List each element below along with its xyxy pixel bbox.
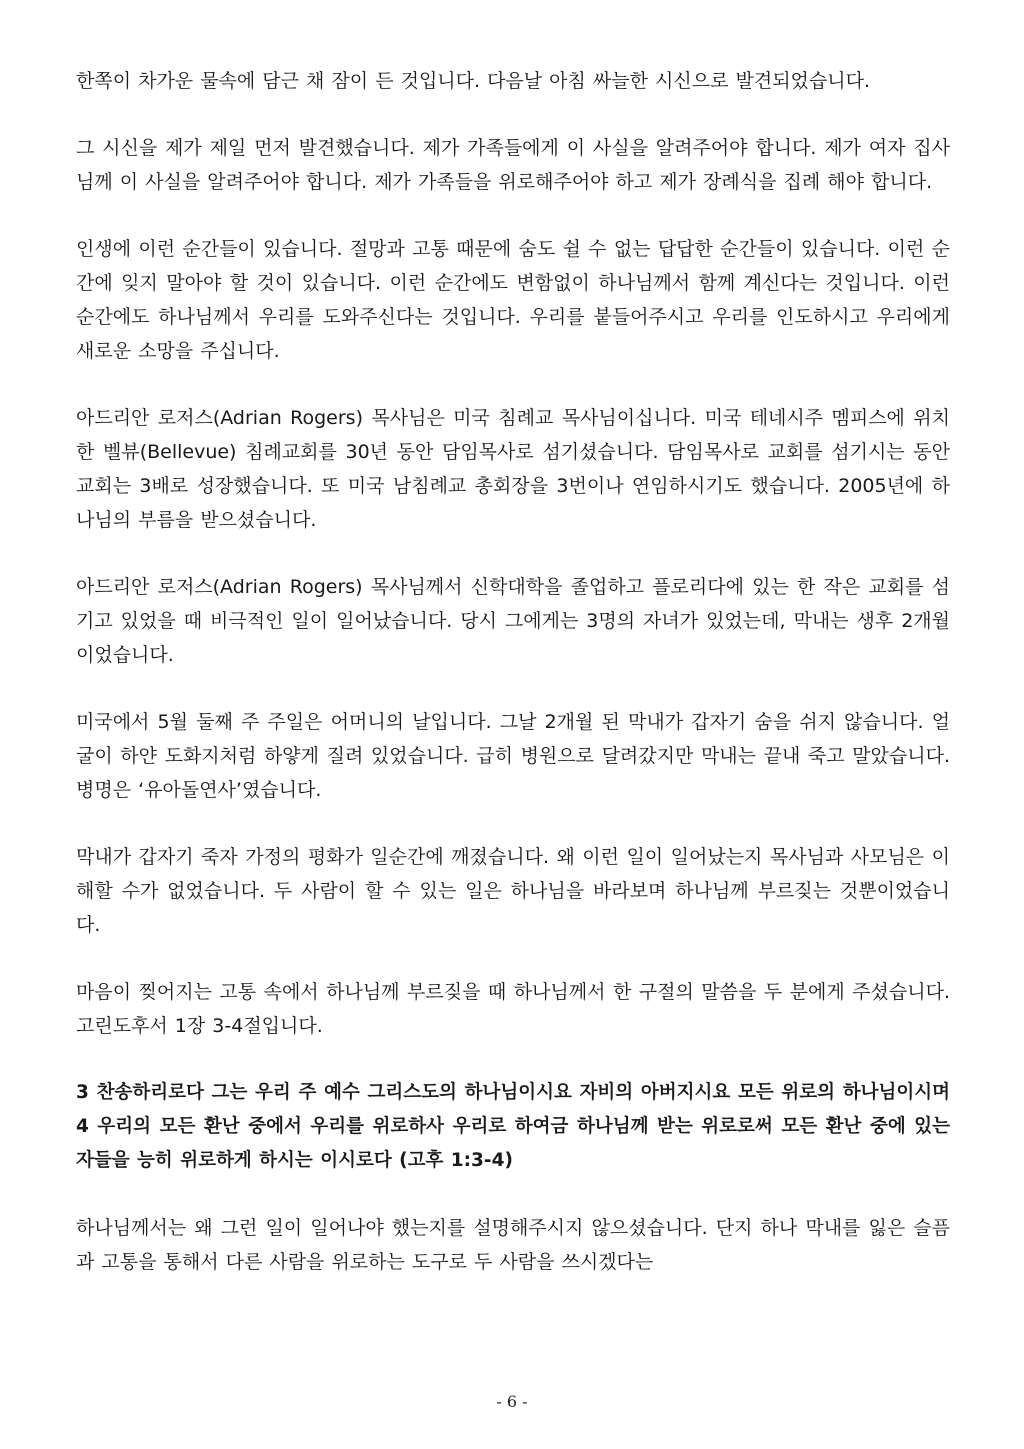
paragraph-10: 하나님께서는 왜 그런 일이 일어나야 했는지를 설명해주시지 않으셨습니다. 단지 하나 막내를 잃은 슬픔과 고통을 통해서 다른 사람을 위로하는 도구로 두 사람을 쓰시겠다는 (76, 1217, 950, 1273)
paragraph-7: 막내가 갑자기 죽자 가정의 평화가 일순간에 깨졌습니다. 왜 이런 일이 일어났는지 목사님과 사모님은 이해할 수가 없었습니다. 두 사람이 할 수 있는 일은 하나님을 바라보며 하나님께 부르짖는 것뿐이었습니다. (76, 846, 950, 936)
paragraph-8: 마음이 찢어지는 고통 속에서 하나님께 부르짖을 때 하나님께서 한 구절의 말씀을 두 분에게 주셨습니다. 고린도후서 1장 3-4절입니다. (76, 981, 950, 1037)
paragraph-6: 미국에서 5월 둘째 주 주일은 어머니의 날입니다. 그날 2개월 된 막내가 갑자기 숨을 쉬지 않습니다. 얼굴이 하얀 도화지처럼 하얗게 질려 있었습니다. 급히 병원으로 달려갔지만 막내는 끝내 죽고 말았습니다. 병명은 ‘유아돌연사’였습니다. (76, 711, 950, 801)
paragraph-3: 인생에 이런 순간들이 있습니다. 절망과 고통 때문에 숨도 쉴 수 없는 답답한 순간들이 있습니다. 이런 순간에 잊지 말아야 할 것이 있습니다. 이런 순간에도 변함없이 하나님께서 함께 계신다는 것입니다. 이런 순간에도 하나님께서 우리를 도와주신다는 것입니다. 우리를 붙들어주시고 우리를 인도하시고 우리에게 새로운 소망을 주십니다. (76, 238, 950, 362)
paragraph-5: 아드리안 로저스(Adrian Rogers) 목사님께서 신학대학을 졸업하고 플로리다에 있는 한 작은 교회를 섬기고 있었을 때 비극적인 일이 일어났습니다. 당시 그에게는 3명의 자녀가 있었는데, 막내는 생후 2개월이었습니다. (76, 576, 950, 666)
scripture-quote: 3 찬송하리로다 그는 우리 주 예수 그리스도의 하나님이시요 자비의 아버지시요 모든 위로의 하나님이시며 4 우리의 모든 환난 중에서 우리를 위로하사 우리로 하여금 하나님께 받는 위로로써 모든 환난 중에 있는 자들을 능히 위로하게 하시는 이시로다 (고후 1:3-4) (76, 1082, 950, 1171)
document-body (76, 64, 950, 1312)
paragraph-4: 아드리안 로저스(Adrian Rogers) 목사님은 미국 침례교 목사님이십니다. 미국 테네시주 멤피스에 위치한 벨뷰(Bellevue) 침례교회를 30년 동안 담임목사로 섬기셨습니다. 담임목사로 교회를 섬기시는 동안 교회는 3배로 성장했습니다. 또 미국 남침례교 총회장을 3번이나 연임하시기도 했습니다. 2005년에 하나님의 부름을 받으셨습니다. (76, 407, 950, 531)
paragraph-2: 그 시신을 제가 제일 먼저 발견했습니다. 제가 가족들에게 이 사실을 알려주어야 합니다. 제가 여자 집사님께 이 사실을 알려주어야 합니다. 제가 가족들을 위로해주어야 하고 제가 장례식을 집례 해야 합니다. (76, 137, 950, 193)
paragraph-1: 한쪽이 차가운 물속에 담근 채 잠이 든 것입니다. 다음날 아침 싸늘한 시신으로 발견되었습니다. (76, 70, 871, 92)
page-number: - 6 - (496, 1392, 528, 1411)
